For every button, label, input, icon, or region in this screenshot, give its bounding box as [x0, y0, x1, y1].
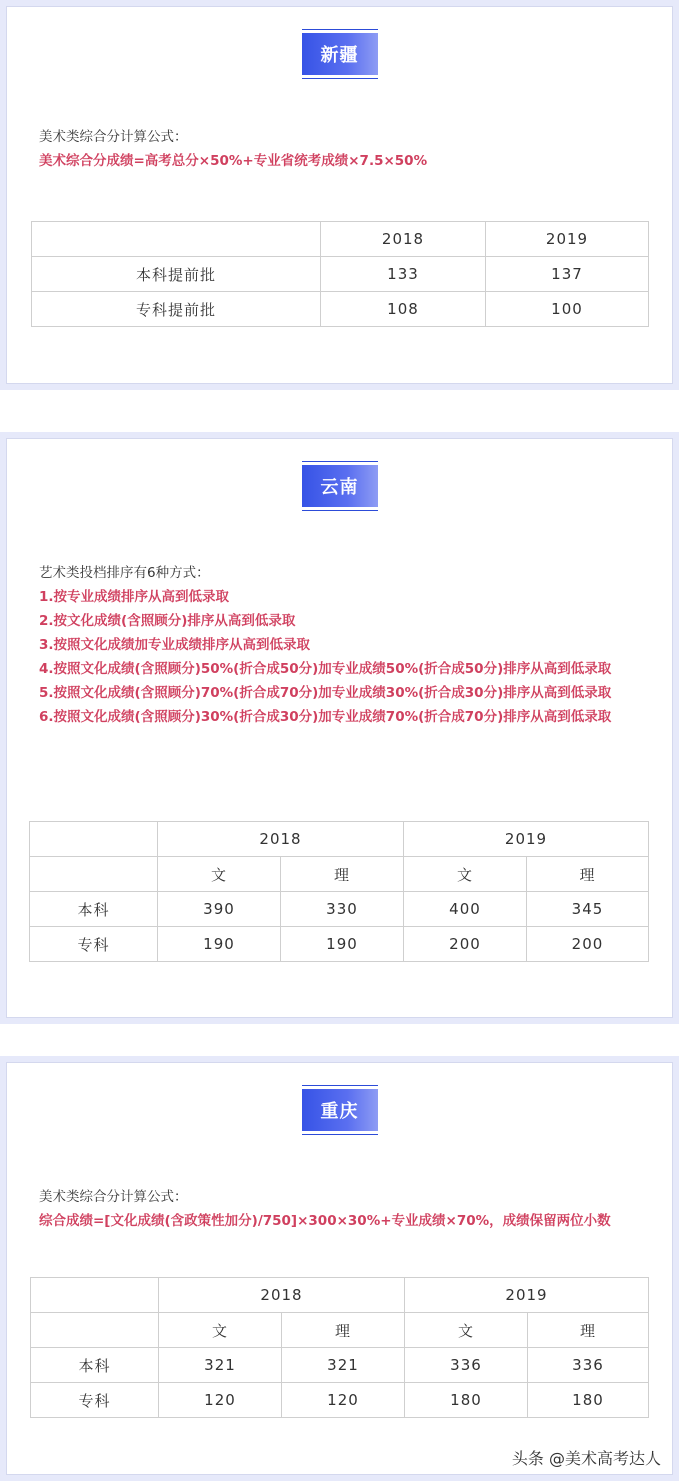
lead-text: 美术类综合分计算公式：	[39, 129, 188, 145]
method-line: 2.按文化成绩(含照顾分)排序从高到低录取	[39, 613, 296, 629]
table-row	[32, 292, 649, 327]
section-title	[302, 1085, 378, 1135]
table-cell: 345	[527, 892, 649, 927]
formula-text	[39, 1185, 652, 1233]
table-cell: 336	[528, 1348, 649, 1383]
table-cell: 190	[281, 927, 404, 962]
region-badge: 新疆	[302, 33, 378, 75]
table-row	[31, 1383, 649, 1418]
year-header: 2018	[158, 822, 404, 857]
table-header-cell: 2018	[321, 222, 486, 257]
year-header: 2018	[159, 1278, 405, 1313]
table-cell: 330	[281, 892, 404, 927]
table-cell: 400	[404, 892, 527, 927]
table-row	[30, 927, 649, 962]
table-cell: 137	[486, 257, 649, 292]
subject-header: 文	[404, 857, 527, 892]
subject-header: 文	[159, 1313, 282, 1348]
table-cell: 133	[321, 257, 486, 292]
section-title	[302, 461, 378, 511]
region-badge: 云南	[302, 465, 378, 507]
score-table	[29, 821, 649, 962]
table-cell: 390	[158, 892, 281, 927]
table-subheader-row	[30, 857, 649, 892]
table-cell: 180	[405, 1383, 528, 1418]
table-cell	[30, 822, 158, 857]
formula-text	[39, 125, 652, 173]
method-line: 1.按专业成绩排序从高到低录取	[39, 589, 230, 605]
ranking-methods	[39, 561, 652, 729]
watermark: 头条 @美术高考达人	[511, 1449, 661, 1468]
row-label: 本科提前批	[32, 257, 321, 292]
subject-header: 理	[528, 1313, 649, 1348]
table-cell	[32, 222, 321, 257]
row-label: 专科	[31, 1383, 159, 1418]
year-header: 2019	[405, 1278, 649, 1313]
table-cell: 120	[282, 1383, 405, 1418]
subject-header: 文	[405, 1313, 528, 1348]
score-table	[30, 1277, 649, 1418]
row-label: 专科提前批	[32, 292, 321, 327]
table-cell: 180	[528, 1383, 649, 1418]
score-table	[31, 221, 649, 327]
region-badge: 重庆	[302, 1089, 378, 1131]
section-title	[302, 29, 378, 79]
table-cell: 190	[158, 927, 281, 962]
table-cell	[31, 1313, 159, 1348]
section-chongqing	[0, 1056, 679, 1481]
table-row	[32, 257, 649, 292]
table-row	[31, 1348, 649, 1383]
subject-header: 理	[281, 857, 404, 892]
table-cell: 200	[404, 927, 527, 962]
subject-header: 理	[527, 857, 649, 892]
table-header-row	[32, 222, 649, 257]
method-line: 4.按照文化成绩(含照顾分)50%(折合成50分)加专业成绩50%(折合成50分)排序从高到低录取	[39, 661, 612, 677]
row-label: 本科	[30, 892, 158, 927]
table-cell: 200	[527, 927, 649, 962]
table-cell	[31, 1278, 159, 1313]
section-yunnan	[0, 432, 679, 1024]
table-header-row	[30, 822, 649, 857]
table-cell: 321	[159, 1348, 282, 1383]
method-line: 3.按照文化成绩加专业成绩排序从高到低录取	[39, 637, 311, 653]
table-cell: 120	[159, 1383, 282, 1418]
table-subheader-row	[31, 1313, 649, 1348]
method-line: 6.按照文化成绩(含照顾分)30%(折合成30分)加专业成绩70%(折合成70分)排序从高到低录取	[39, 709, 612, 725]
table-cell: 321	[282, 1348, 405, 1383]
table-header-cell: 2019	[486, 222, 649, 257]
method-line: 5.按照文化成绩(含照顾分)70%(折合成70分)加专业成绩30%(折合成30分)排序从高到低录取	[39, 685, 612, 701]
subject-header: 理	[282, 1313, 405, 1348]
row-label: 专科	[30, 927, 158, 962]
formula-line: 综合成绩=[文化成绩(含政策性加分)/750]×300×30%+专业成绩×70%，成绩保留两位小数	[39, 1213, 611, 1229]
table-cell: 108	[321, 292, 486, 327]
section-xinjiang	[0, 0, 679, 390]
table-cell: 100	[486, 292, 649, 327]
subject-header: 文	[158, 857, 281, 892]
formula-line: 美术综合分成绩=高考总分×50%+专业省统考成绩×7.5×50%	[39, 153, 428, 169]
table-cell	[30, 857, 158, 892]
table-cell: 336	[405, 1348, 528, 1383]
table-row	[30, 892, 649, 927]
lead-text: 美术类综合分计算公式：	[39, 1189, 188, 1205]
row-label: 本科	[31, 1348, 159, 1383]
table-header-row	[31, 1278, 649, 1313]
lead-text: 艺术类投档排序有6种方式：	[39, 565, 210, 581]
year-header: 2019	[404, 822, 649, 857]
